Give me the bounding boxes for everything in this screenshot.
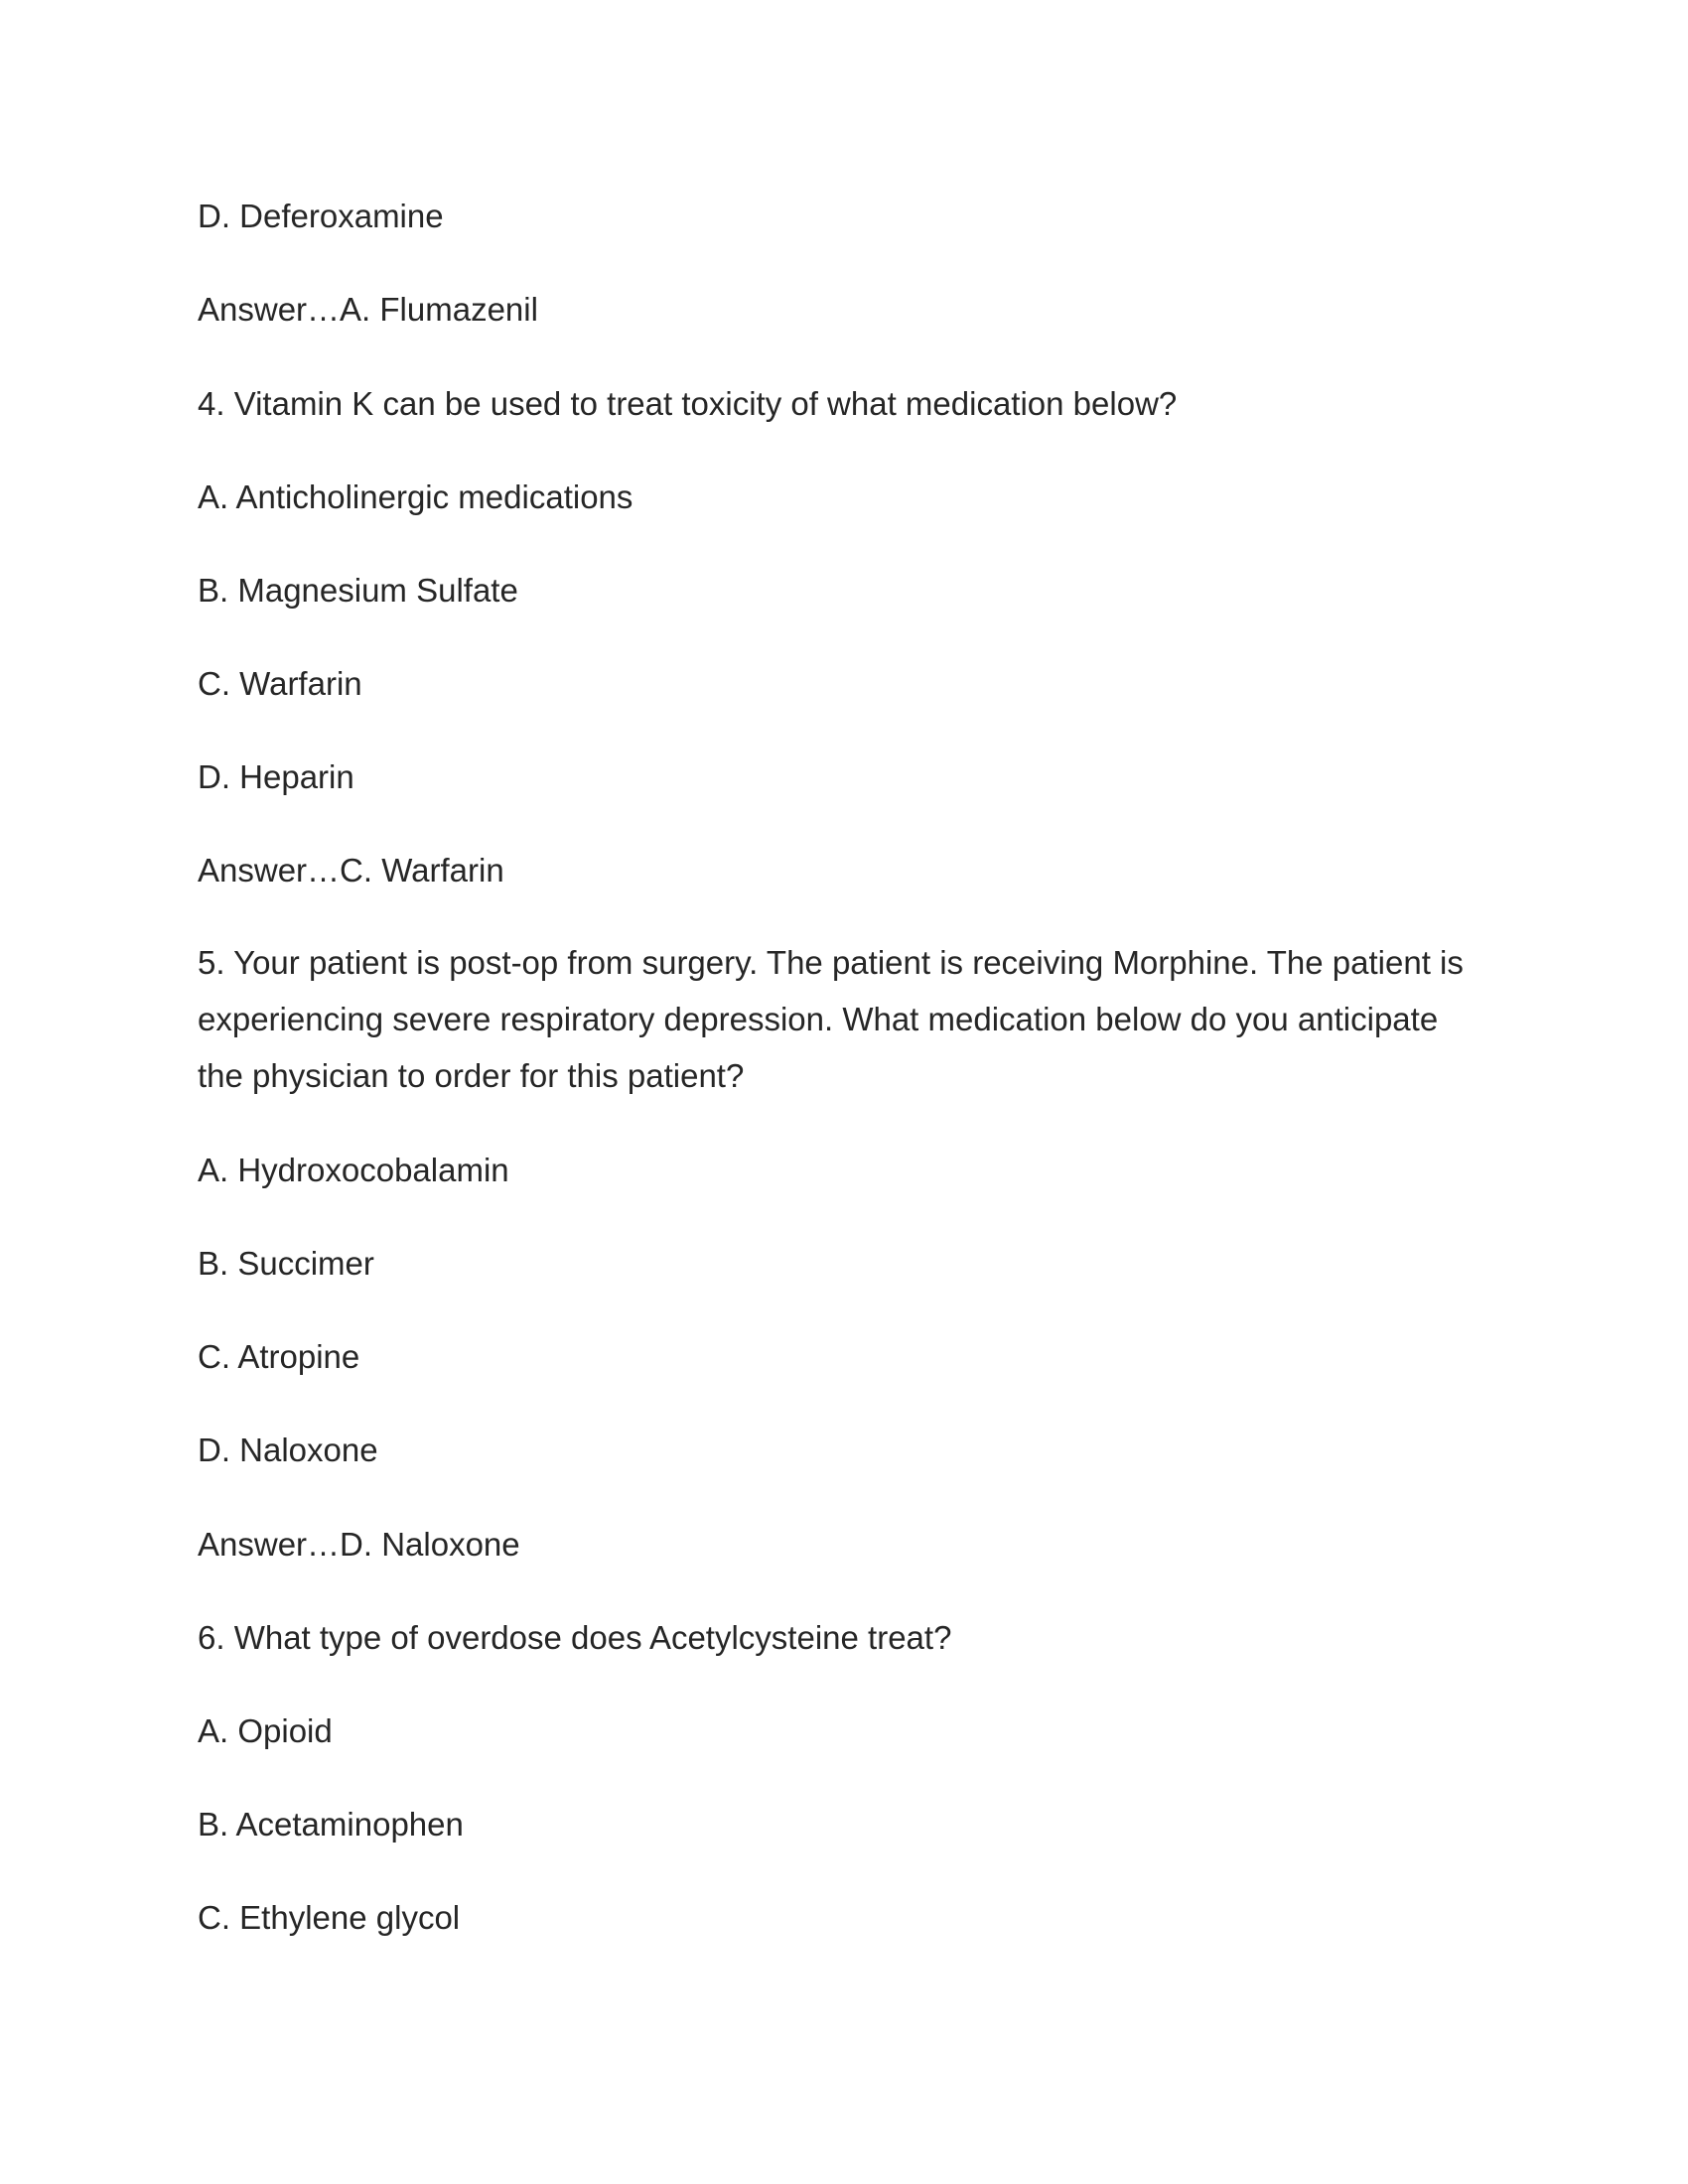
q5-answer: Answer…D. Naloxone xyxy=(198,1526,520,1563)
q5-option-d: D. Naloxone xyxy=(198,1432,378,1468)
q6-option-b: B. Acetaminophen xyxy=(198,1806,464,1843)
q4-option-c: C. Warfarin xyxy=(198,665,362,702)
q6-option-c: C. Ethylene glycol xyxy=(198,1899,461,1936)
q6-option-a: A. Opioid xyxy=(198,1712,333,1749)
q4-option-b: B. Magnesium Sulfate xyxy=(198,572,518,609)
q3-answer: Answer…A. Flumazenil xyxy=(198,291,538,328)
q4-option-d: D. Heparin xyxy=(198,758,354,795)
q4-answer: Answer…C. Warfarin xyxy=(198,852,504,888)
q5-option-b: B. Succimer xyxy=(198,1245,374,1282)
q6-question: 6. What type of overdose does Acetylcysteine treat? xyxy=(198,1619,952,1656)
q4-question: 4. Vitamin K can be used to treat toxicity of what medication below? xyxy=(198,385,1178,422)
q4-option-a: A. Anticholinergic medications xyxy=(198,478,633,515)
q5-option-c: C. Atropine xyxy=(198,1338,360,1375)
q5-option-a: A. Hydroxocobalamin xyxy=(198,1152,509,1188)
q3-option-d: D. Deferoxamine xyxy=(198,198,444,234)
q5-question: 5. Your patient is post-op from surgery. The patient is receiving Morphine. The patient is experiencing severe respiratory depression. What medication below do you anticipate the physician to order for this patient? xyxy=(198,944,1464,1094)
